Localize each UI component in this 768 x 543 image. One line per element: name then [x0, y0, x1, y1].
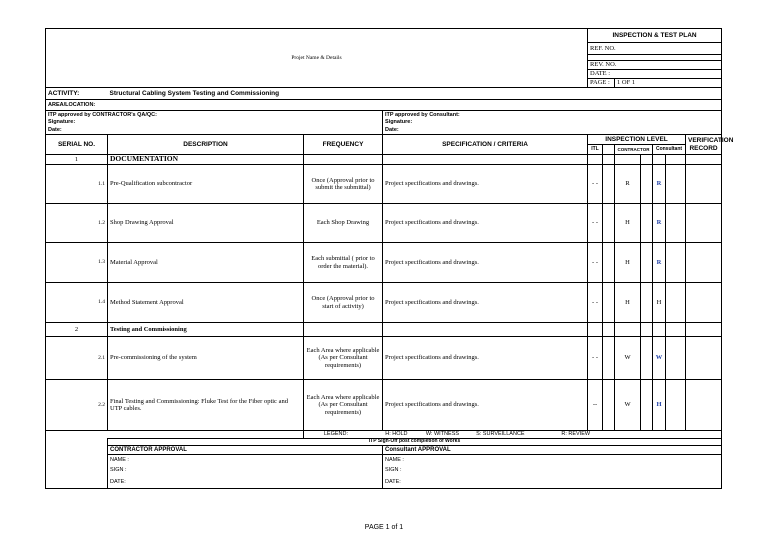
legend — [304, 431, 722, 439]
item-consultant-level: R — [653, 204, 666, 243]
contractor-name: NAME : — [108, 455, 383, 465]
item-contractor-level: W — [615, 337, 641, 380]
item-spec: Project specifications and drawings. — [383, 165, 588, 204]
item-number: 1.1 — [46, 165, 108, 204]
item-consultant-level: H — [653, 283, 666, 323]
item-itl: - - — [588, 337, 603, 380]
consultant-signature: Signature: — [383, 119, 722, 127]
item-spec: Project specifications and drawings. — [383, 243, 588, 283]
rev-no: REV. NO. — [588, 61, 722, 70]
consultant-date: Date: — [383, 127, 722, 135]
item-contractor-level: H — [615, 204, 641, 243]
item-consultant-level: W — [653, 337, 666, 380]
item-spec: Project specifications and drawings. — [383, 380, 588, 431]
contractor-date: Date: — [46, 127, 383, 135]
item-frequency: Once (Approval prior to start of activity) — [304, 283, 383, 323]
legend-review: R: REVIEW — [561, 431, 591, 438]
item-itl: - - — [588, 243, 603, 283]
item-itl: - - — [588, 165, 603, 204]
legend-hold: H: HOLD — [385, 431, 408, 438]
item-number: 2.2 — [46, 380, 108, 431]
item-contractor-level: H — [615, 243, 641, 283]
signoff-title: ITP Sign-Off post completion of Works — [108, 439, 722, 446]
col-itl: ITL — [588, 145, 603, 155]
page-value: 1 OF 1 — [615, 79, 722, 88]
section-number: 2 — [46, 323, 108, 337]
item-description: Pre-Qualification subcontractor — [108, 165, 304, 204]
section-number: 1 — [46, 155, 108, 165]
legend-surveillance: S: SURVEILLANCE — [476, 431, 525, 438]
item-description: Pre-commissioning of the system — [108, 337, 304, 380]
project-name: Projet Name & Details — [46, 29, 588, 88]
consultant-date-signoff: DATE: — [383, 477, 722, 489]
item-number: 1.3 — [46, 243, 108, 283]
col-serial: SERIAL NO. — [46, 135, 108, 155]
page-label: PAGE : — [588, 79, 615, 88]
col-contractor: CONTRACTOR — [615, 145, 653, 155]
section-title: DOCUMENTATION — [108, 155, 304, 165]
item-description: Shop Drawing Approval — [108, 204, 304, 243]
item-frequency: Each Area where applicable (As per Consultant requirements) — [304, 337, 383, 380]
contractor-signature: Signature: — [46, 119, 383, 127]
item-frequency: Once (Approval prior to submit the submittal) — [304, 165, 383, 204]
item-consultant-level: R — [653, 165, 666, 204]
area-location: AREA/LOCATION: — [46, 100, 722, 111]
contractor-sign: SIGN : — [108, 465, 383, 477]
date-field: DATE : — [588, 70, 722, 79]
contractor-approval-title: CONTRACTOR APPROVAL — [108, 446, 383, 455]
item-itl: - - — [588, 204, 603, 243]
page-footer: PAGE 1 of 1 — [364, 524, 404, 531]
consultant-name: NAME : — [383, 455, 722, 465]
consultant-sign: SIGN : — [383, 465, 722, 477]
consultant-approval-title: Consultant APPROVAL — [383, 446, 722, 455]
col-verification: VERIFICATION RECORD — [686, 135, 722, 155]
item-frequency: Each Area where applicable (As per Consultant requirements) — [304, 380, 383, 431]
activity-label: ACTIVITY: — [46, 88, 108, 100]
item-contractor-level: W — [615, 380, 641, 431]
col-inspection-level: INSPECTION LEVEL — [588, 135, 686, 145]
col-description: DESCRIPTION — [108, 135, 304, 155]
item-frequency: Each Shop Drawing — [304, 204, 383, 243]
item-consultant-level: R — [653, 243, 666, 283]
section-title: Testing and Commissioning — [108, 323, 304, 337]
legend-witness: W: WITNESS — [425, 431, 460, 438]
item-consultant-level: H — [653, 380, 666, 431]
item-itl: - - — [588, 283, 603, 323]
item-itl: -- — [588, 380, 603, 431]
item-spec: Project specifications and drawings. — [383, 204, 588, 243]
legend-label: LEGEND: — [323, 431, 348, 438]
contractor-itp-approval: ITP approved by CONTRACTOR's QA/QC: — [46, 111, 383, 119]
item-description: Final Testing and Commissioning: Fluke Test for the Fiber optic and UTP cables. — [108, 380, 304, 431]
item-number: 1.2 — [46, 204, 108, 243]
item-number: 2.1 — [46, 337, 108, 380]
consultant-itp-approval: ITP approved by Consultant: — [383, 111, 722, 119]
item-frequency: Each submittal ( prior to order the material). — [304, 243, 383, 283]
itp-table — [45, 28, 734, 489]
item-contractor-level: H — [615, 283, 641, 323]
col-consultant: Consultant — [653, 145, 686, 155]
item-spec: Project specifications and drawings. — [383, 337, 588, 380]
item-contractor-level: R — [615, 165, 641, 204]
col-spec: SPECIFICATION / CRITERIA — [383, 135, 588, 155]
item-description: Method Statement Approval — [108, 283, 304, 323]
item-number: 1.4 — [46, 283, 108, 323]
ref-no: REF. NO. — [588, 43, 722, 55]
item-spec: Project specifications and drawings. — [383, 283, 588, 323]
plan-title: INSPECTION & TEST PLAN — [588, 29, 722, 43]
activity-value: Structural Cabling System Testing and Commissioning — [108, 88, 722, 100]
item-description: Material Approval — [108, 243, 304, 283]
contractor-date-signoff: DATE: — [108, 477, 383, 489]
col-frequency: FREQUENCY — [304, 135, 383, 155]
